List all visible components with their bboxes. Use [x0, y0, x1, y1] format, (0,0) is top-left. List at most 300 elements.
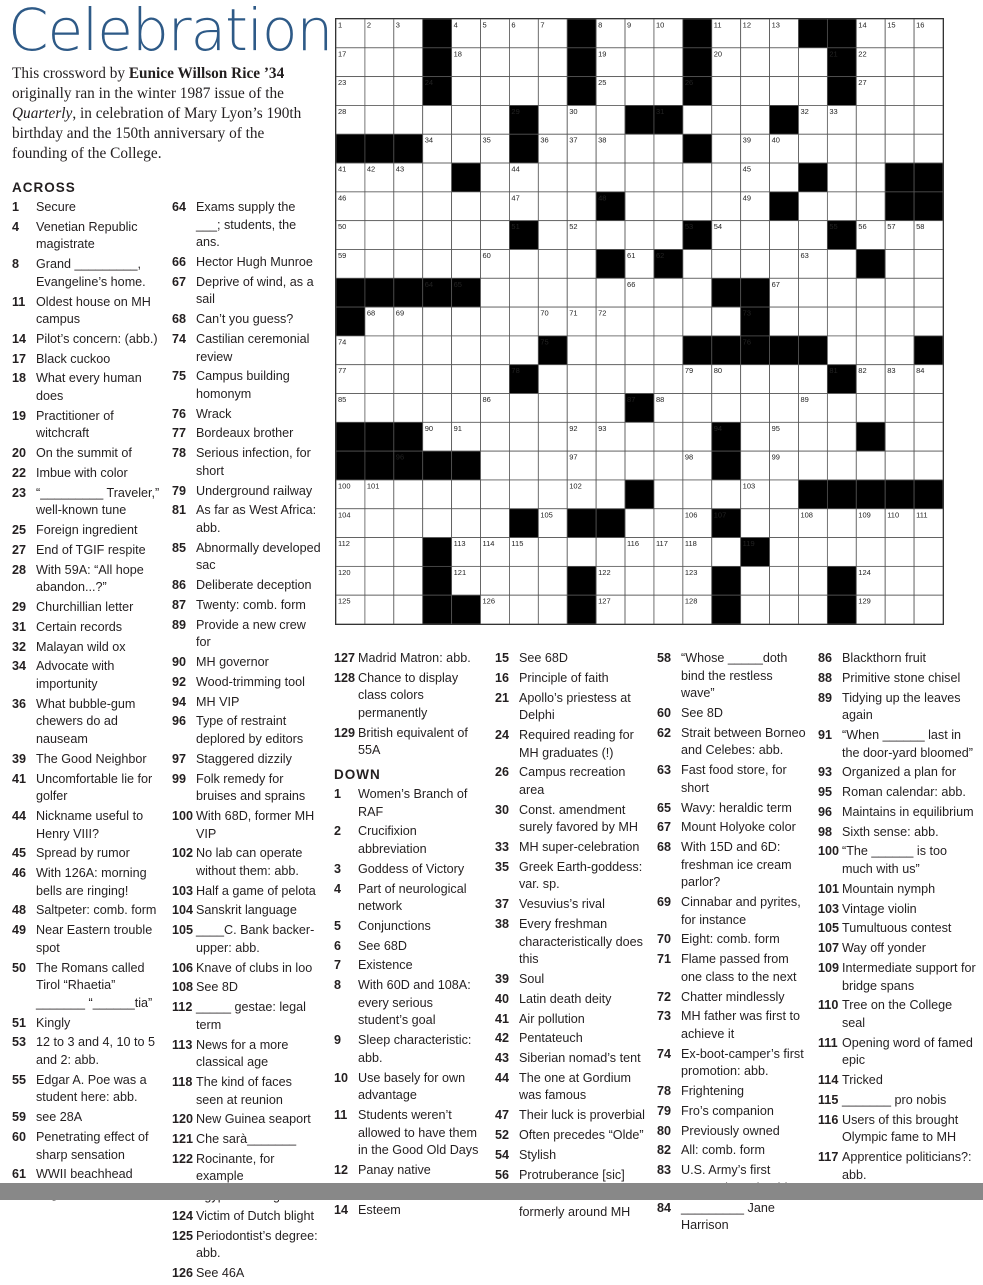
- grid-number: 100: [338, 481, 351, 491]
- grid-cell[interactable]: [538, 451, 567, 480]
- grid-cell[interactable]: [654, 480, 683, 509]
- grid-cell[interactable]: [914, 566, 943, 595]
- grid-cell[interactable]: [538, 422, 567, 451]
- grid-cell[interactable]: [914, 77, 943, 106]
- grid-cell[interactable]: [538, 394, 567, 423]
- grid-cell[interactable]: [509, 451, 538, 480]
- clue-text: With 68D, former MH VIP: [196, 808, 315, 841]
- grid-cell[interactable]: [481, 221, 510, 250]
- grid-cell[interactable]: [827, 394, 856, 423]
- clue-number: 1: [12, 200, 20, 214]
- grid-cell[interactable]: [625, 336, 654, 365]
- grid-cell[interactable]: [625, 307, 654, 336]
- grid-cell[interactable]: [365, 249, 394, 278]
- grid-cell[interactable]: [885, 422, 914, 451]
- grid-cell[interactable]: [625, 422, 654, 451]
- clue-item: [12, 485, 160, 520]
- grid-cell[interactable]: [596, 105, 625, 134]
- grid-cell[interactable]: [914, 249, 943, 278]
- grid-cell[interactable]: [481, 163, 510, 192]
- grid-cell[interactable]: [481, 307, 510, 336]
- grid-cell[interactable]: [683, 278, 712, 307]
- grid-cell[interactable]: [712, 480, 741, 509]
- grid-cell[interactable]: [452, 307, 481, 336]
- grid-cell[interactable]: [452, 394, 481, 423]
- grid-cell[interactable]: [885, 451, 914, 480]
- grid-cell[interactable]: [654, 365, 683, 394]
- clue-number: 33: [495, 840, 510, 855]
- clue-item: [172, 617, 322, 652]
- grid-cell[interactable]: [654, 566, 683, 595]
- grid-cell[interactable]: [770, 48, 799, 77]
- grid-cell[interactable]: [827, 134, 856, 163]
- grid-cell[interactable]: [712, 192, 741, 221]
- clue-number: 17: [12, 351, 27, 366]
- grid-cell[interactable]: [654, 77, 683, 106]
- grid-cell[interactable]: [423, 249, 452, 278]
- grid-cell[interactable]: [509, 278, 538, 307]
- grid-cell[interactable]: [914, 394, 943, 423]
- grid-number: 61: [627, 250, 636, 260]
- grid-cell[interactable]: [538, 48, 567, 77]
- grid-cell[interactable]: [683, 163, 712, 192]
- grid-cell[interactable]: [538, 77, 567, 106]
- grid-cell[interactable]: [538, 595, 567, 624]
- grid-cell[interactable]: [452, 192, 481, 221]
- grid-cell[interactable]: [481, 77, 510, 106]
- grid-cell[interactable]: [654, 48, 683, 77]
- grid-cell[interactable]: [394, 509, 423, 538]
- grid-cell[interactable]: [741, 422, 770, 451]
- grid-cell[interactable]: [741, 48, 770, 77]
- grid-cell[interactable]: [856, 336, 885, 365]
- grid-cell[interactable]: [625, 192, 654, 221]
- grid-cell[interactable]: [481, 365, 510, 394]
- grid-number: 27: [858, 78, 867, 88]
- grid-cell[interactable]: [625, 451, 654, 480]
- grid-cell[interactable]: [538, 566, 567, 595]
- grid-number: 14: [858, 20, 867, 30]
- grid-cell[interactable]: [509, 336, 538, 365]
- clue-item: [495, 802, 645, 837]
- grid-cell[interactable]: [885, 77, 914, 106]
- grid-cell[interactable]: [596, 278, 625, 307]
- grid-cell[interactable]: [394, 77, 423, 106]
- grid-cell[interactable]: [452, 336, 481, 365]
- grid-cell[interactable]: [914, 451, 943, 480]
- grid-cell[interactable]: [394, 192, 423, 221]
- clue-text: Tidying up the leaves again: [842, 690, 961, 723]
- clue-item: [495, 839, 645, 857]
- grid-cell[interactable]: [394, 480, 423, 509]
- grid-cell[interactable]: [365, 221, 394, 250]
- grid-cell[interactable]: [798, 192, 827, 221]
- grid-cell[interactable]: [741, 365, 770, 394]
- grid-cell[interactable]: [885, 48, 914, 77]
- grid-cell[interactable]: [452, 77, 481, 106]
- grid-cell[interactable]: [654, 451, 683, 480]
- clue-item: [12, 199, 160, 217]
- grid-cell[interactable]: [798, 221, 827, 250]
- clue-number: 66: [172, 254, 187, 269]
- grid-cell[interactable]: [567, 365, 596, 394]
- grid-cell[interactable]: [885, 105, 914, 134]
- grid-cell[interactable]: [625, 134, 654, 163]
- grid-cell[interactable]: [654, 307, 683, 336]
- grid-cell[interactable]: [741, 595, 770, 624]
- grid-cell[interactable]: [683, 480, 712, 509]
- grid-cell[interactable]: [596, 336, 625, 365]
- clue-item: [334, 670, 484, 723]
- grid-cell[interactable]: [712, 394, 741, 423]
- grid-cell[interactable]: [741, 451, 770, 480]
- clue-number: 76: [172, 406, 187, 421]
- grid-cell[interactable]: [798, 595, 827, 624]
- grid-cell[interactable]: [596, 221, 625, 250]
- clue-text: Eight: comb. form: [681, 932, 780, 947]
- grid-cell[interactable]: [827, 163, 856, 192]
- grid-cell[interactable]: [481, 509, 510, 538]
- clue-text: Soul: [519, 971, 545, 986]
- grid-cell[interactable]: [798, 422, 827, 451]
- grid-cell[interactable]: [538, 365, 567, 394]
- grid-cell[interactable]: [741, 249, 770, 278]
- grid-cell[interactable]: [625, 77, 654, 106]
- grid-cell[interactable]: [654, 422, 683, 451]
- clue-item: [12, 902, 160, 920]
- grid-cell[interactable]: [770, 307, 799, 336]
- grid-cell[interactable]: [423, 394, 452, 423]
- grid-cell[interactable]: [885, 595, 914, 624]
- grid-cell[interactable]: [365, 192, 394, 221]
- grid-cell[interactable]: [770, 595, 799, 624]
- grid-cell[interactable]: [538, 480, 567, 509]
- clue-number: 89: [818, 690, 833, 705]
- grid-cell[interactable]: [914, 134, 943, 163]
- grid-cell[interactable]: [596, 163, 625, 192]
- grid-cell[interactable]: [770, 221, 799, 250]
- grid-cell[interactable]: [885, 336, 914, 365]
- grid-cell[interactable]: [509, 566, 538, 595]
- grid-cell[interactable]: [654, 192, 683, 221]
- clue-text: _________ Jane Harrison: [681, 1200, 775, 1233]
- grid-cell[interactable]: [798, 566, 827, 595]
- grid-cell[interactable]: [365, 595, 394, 624]
- grid-cell[interactable]: [509, 422, 538, 451]
- grid-cell[interactable]: [856, 163, 885, 192]
- grid-cell[interactable]: [798, 77, 827, 106]
- grid-cell[interactable]: [481, 566, 510, 595]
- grid-cell[interactable]: [683, 249, 712, 278]
- grid-cell[interactable]: [365, 538, 394, 567]
- grid-cell[interactable]: [770, 566, 799, 595]
- grid-cell[interactable]: [452, 105, 481, 134]
- grid-cell[interactable]: [625, 595, 654, 624]
- grid-cell[interactable]: [625, 566, 654, 595]
- clue-text: Sixth sense: abb.: [842, 824, 939, 839]
- grid-number: 102: [569, 481, 582, 491]
- grid-number: 34: [424, 135, 434, 145]
- clue-number: 42: [495, 1031, 510, 1046]
- grid-cell[interactable]: [683, 394, 712, 423]
- grid-cell[interactable]: [538, 192, 567, 221]
- grid-cell[interactable]: [394, 595, 423, 624]
- grid-cell[interactable]: [452, 509, 481, 538]
- grid-cell[interactable]: [741, 509, 770, 538]
- grid-cell[interactable]: [538, 249, 567, 278]
- grid-cell[interactable]: [365, 48, 394, 77]
- grid-cell[interactable]: [452, 221, 481, 250]
- grid-cell[interactable]: [509, 394, 538, 423]
- grid-cell[interactable]: [365, 365, 394, 394]
- grid-cell[interactable]: [394, 48, 423, 77]
- clue-item: [334, 938, 484, 956]
- grid-cell[interactable]: [567, 336, 596, 365]
- grid-cell[interactable]: [509, 48, 538, 77]
- clue-text: Panay native: [358, 1162, 431, 1177]
- grid-cell[interactable]: [770, 538, 799, 567]
- grid-cell[interactable]: [741, 105, 770, 134]
- grid-cell[interactable]: [538, 163, 567, 192]
- grid-number: 87: [627, 395, 636, 405]
- grid-cell[interactable]: [827, 336, 856, 365]
- grid-cell[interactable]: [596, 538, 625, 567]
- grid-cell[interactable]: [394, 365, 423, 394]
- grid-number: 70: [540, 308, 549, 318]
- grid-cell[interactable]: [914, 278, 943, 307]
- grid-cell[interactable]: [567, 163, 596, 192]
- grid-cell[interactable]: [481, 336, 510, 365]
- grid-cell[interactable]: [827, 538, 856, 567]
- grid-cell[interactable]: [452, 249, 481, 278]
- grid-cell[interactable]: [914, 538, 943, 567]
- grid-cell[interactable]: [827, 451, 856, 480]
- grid-cell[interactable]: [423, 163, 452, 192]
- grid-cell[interactable]: [770, 163, 799, 192]
- grid-cell[interactable]: [712, 538, 741, 567]
- grid-cell[interactable]: [712, 77, 741, 106]
- grid-cell[interactable]: [741, 566, 770, 595]
- grid-cell[interactable]: [856, 192, 885, 221]
- grid-cell[interactable]: [914, 595, 943, 624]
- grid-block: [712, 451, 741, 480]
- grid-cell[interactable]: [423, 480, 452, 509]
- grid-cell[interactable]: [596, 451, 625, 480]
- grid-cell[interactable]: [914, 48, 943, 77]
- grid-cell[interactable]: [654, 509, 683, 538]
- grid-cell[interactable]: [481, 278, 510, 307]
- grid-cell[interactable]: [770, 480, 799, 509]
- clue-number: 25: [12, 523, 27, 538]
- grid-cell[interactable]: [452, 365, 481, 394]
- grid-cell[interactable]: [596, 365, 625, 394]
- grid-number: 47: [511, 193, 520, 203]
- grid-cell[interactable]: [885, 134, 914, 163]
- grid-cell[interactable]: [625, 221, 654, 250]
- grid-cell[interactable]: [741, 394, 770, 423]
- grid-block: [365, 278, 394, 307]
- grid-cell[interactable]: [423, 365, 452, 394]
- grid-cell[interactable]: [856, 538, 885, 567]
- grid-cell[interactable]: [509, 595, 538, 624]
- grid-cell[interactable]: [798, 278, 827, 307]
- grid-cell[interactable]: [827, 278, 856, 307]
- grid-cell[interactable]: [856, 278, 885, 307]
- grid-cell[interactable]: [481, 192, 510, 221]
- grid-cell[interactable]: [538, 538, 567, 567]
- grid-number: 60: [482, 250, 491, 260]
- grid-cell[interactable]: [481, 451, 510, 480]
- grid-cell[interactable]: [914, 307, 943, 336]
- clue-item: [657, 1083, 807, 1101]
- grid-cell[interactable]: [423, 221, 452, 250]
- grid-cell[interactable]: [856, 134, 885, 163]
- grid-cell[interactable]: [394, 249, 423, 278]
- grid-cell[interactable]: [827, 192, 856, 221]
- grid-cell[interactable]: [452, 134, 481, 163]
- clue-item: [495, 1147, 645, 1165]
- grid-cell[interactable]: [423, 509, 452, 538]
- grid-cell[interactable]: [509, 77, 538, 106]
- grid-cell[interactable]: [481, 48, 510, 77]
- grid-cell[interactable]: [683, 192, 712, 221]
- grid-cell[interactable]: [885, 394, 914, 423]
- grid-cell[interactable]: [538, 105, 567, 134]
- grid-cell[interactable]: [654, 134, 683, 163]
- grid-cell[interactable]: [538, 278, 567, 307]
- grid-cell[interactable]: [481, 480, 510, 509]
- clue-number: 77: [172, 426, 187, 441]
- grid-cell[interactable]: [683, 422, 712, 451]
- grid-cell[interactable]: [394, 221, 423, 250]
- grid-cell[interactable]: [567, 192, 596, 221]
- grid-cell[interactable]: [625, 48, 654, 77]
- grid-cell[interactable]: [712, 249, 741, 278]
- clue-item: [334, 1202, 484, 1220]
- grid-cell[interactable]: [770, 365, 799, 394]
- clue-item: [172, 597, 322, 615]
- grid-cell[interactable]: [567, 249, 596, 278]
- grid-cell[interactable]: [914, 422, 943, 451]
- grid-cell[interactable]: [827, 509, 856, 538]
- grid-cell[interactable]: [394, 394, 423, 423]
- grid-cell[interactable]: [596, 394, 625, 423]
- grid-cell[interactable]: [827, 422, 856, 451]
- grid-cell[interactable]: [423, 192, 452, 221]
- grid-cell[interactable]: [683, 307, 712, 336]
- grid-cell[interactable]: [481, 105, 510, 134]
- grid-cell[interactable]: [712, 307, 741, 336]
- grid-cell[interactable]: [567, 538, 596, 567]
- grid-cell[interactable]: [423, 336, 452, 365]
- grid-cell[interactable]: [452, 480, 481, 509]
- grid-cell[interactable]: [798, 134, 827, 163]
- grid-cell[interactable]: [394, 538, 423, 567]
- grid-block: [798, 19, 827, 48]
- grid-cell[interactable]: [798, 538, 827, 567]
- grid-cell[interactable]: [394, 105, 423, 134]
- grid-cell[interactable]: [596, 480, 625, 509]
- clue-item: [818, 997, 978, 1032]
- grid-cell[interactable]: [654, 336, 683, 365]
- grid-cell[interactable]: [827, 307, 856, 336]
- clue-number: 85: [172, 540, 187, 555]
- grid-cell[interactable]: [770, 394, 799, 423]
- grid-cell[interactable]: [770, 249, 799, 278]
- grid-cell[interactable]: [625, 509, 654, 538]
- grid-cell[interactable]: [625, 163, 654, 192]
- grid-cell[interactable]: [654, 595, 683, 624]
- clue-number: 30: [495, 802, 510, 817]
- grid-cell[interactable]: [365, 566, 394, 595]
- grid-block: [885, 192, 914, 221]
- grid-cell[interactable]: [798, 451, 827, 480]
- grid-cell[interactable]: [625, 365, 654, 394]
- grid-cell[interactable]: [885, 307, 914, 336]
- grid-cell[interactable]: [741, 77, 770, 106]
- grid-cell[interactable]: [741, 221, 770, 250]
- grid-cell[interactable]: [885, 538, 914, 567]
- grid-cell[interactable]: [798, 48, 827, 77]
- grid-cell[interactable]: [798, 307, 827, 336]
- grid-cell[interactable]: [394, 566, 423, 595]
- grid-cell[interactable]: [827, 249, 856, 278]
- grid-cell[interactable]: [365, 509, 394, 538]
- grid-cell[interactable]: [885, 566, 914, 595]
- grid-cell[interactable]: [394, 336, 423, 365]
- grid-cell[interactable]: [567, 278, 596, 307]
- grid-cell[interactable]: [423, 105, 452, 134]
- grid-cell[interactable]: [770, 77, 799, 106]
- grid-cell[interactable]: [856, 451, 885, 480]
- grid-cell[interactable]: [365, 336, 394, 365]
- grid-cell[interactable]: [885, 278, 914, 307]
- grid-cell[interactable]: [654, 278, 683, 307]
- grid-cell[interactable]: [856, 394, 885, 423]
- grid-cell[interactable]: [914, 105, 943, 134]
- clue-item: [172, 751, 322, 769]
- grid-cell[interactable]: [538, 221, 567, 250]
- grid-cell[interactable]: [712, 163, 741, 192]
- grid-cell[interactable]: [365, 394, 394, 423]
- grid-block: [567, 19, 596, 48]
- clue-number: 124: [172, 1209, 194, 1224]
- clue-text: Folk remedy for bruises and sprains: [196, 771, 306, 804]
- grid-cell[interactable]: [798, 365, 827, 394]
- grid-cell[interactable]: [856, 307, 885, 336]
- grid-cell[interactable]: [654, 221, 683, 250]
- grid-cell[interactable]: [683, 105, 712, 134]
- clue-number: 83: [657, 1163, 672, 1178]
- grid-cell[interactable]: [885, 249, 914, 278]
- grid-cell[interactable]: [509, 480, 538, 509]
- grid-cell[interactable]: [654, 163, 683, 192]
- grid-cell[interactable]: [856, 105, 885, 134]
- grid-number: 104: [338, 510, 351, 520]
- grid-cell[interactable]: [509, 249, 538, 278]
- grid-cell[interactable]: [509, 307, 538, 336]
- grid-cell[interactable]: [481, 422, 510, 451]
- grid-cell[interactable]: [423, 307, 452, 336]
- clue-text: Foreign ingredient: [36, 523, 138, 538]
- grid-cell[interactable]: [770, 509, 799, 538]
- grid-cell[interactable]: [712, 105, 741, 134]
- grid-cell[interactable]: [365, 77, 394, 106]
- grid-cell[interactable]: [567, 394, 596, 423]
- grid-cell[interactable]: [712, 134, 741, 163]
- grid-cell[interactable]: [365, 105, 394, 134]
- down-clues-col-5: [657, 650, 807, 1237]
